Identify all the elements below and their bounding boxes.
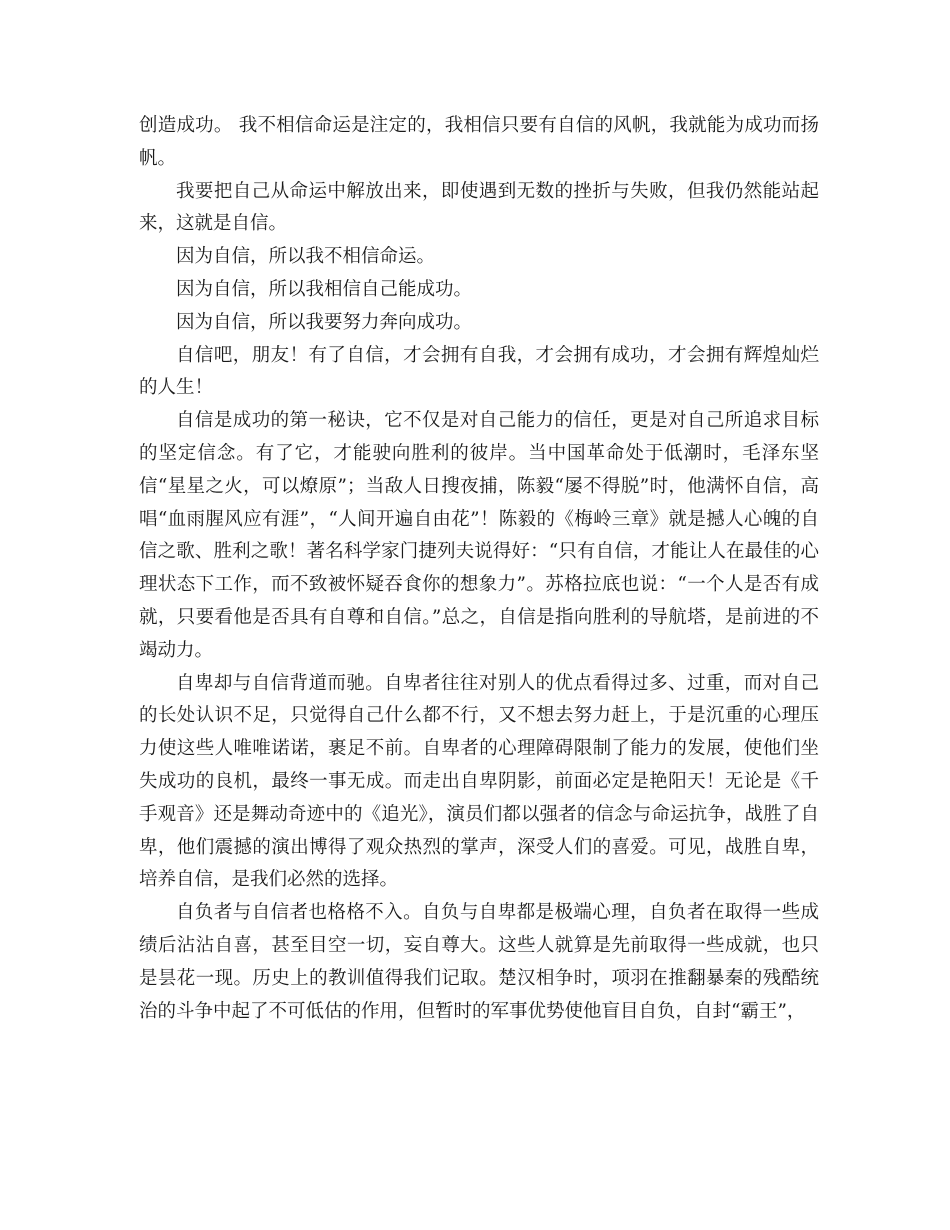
paragraph-4: 因为自信，所以我相信自己能成功。 [176, 278, 473, 300]
paragraph-6: 自信吧，朋友！有了自信，才会拥有自我，才会拥有成功，才会拥有辉煌灿烂的人生！ [139, 344, 819, 399]
paragraph-1: 创造成功。 我不相信命运是注定的，我相信只要有自信的风帆，我就能为成功而扬帆。 [139, 115, 819, 169]
document-body [139, 110, 819, 1028]
paragraph-5: 因为自信，所以我要努力奔向成功。 [176, 311, 473, 333]
paragraph-8: 自卑却与自信背道而驰。自卑者往往对别人的优点看得过多、过重，而对自己的长处认识不足，只觉得自己什么都不行，又不想去努力赶上，于是沉重的心理压力使这些人唯唯诺诺，裹足不前。自卑者的心理障碍限制了能力的发展，使他们坐失成功的良机，最终一事无成。而走出自卑阴影，前面必定是艳阳天！无论是《千手观音》还是舞动奇迹中的《追光》，演员们都以强者的信念与命运抗争，战胜了自卑，他们震撼的演出博得了观众热烈的掌声，深受人们的喜爱。可见，战胜自卑，培养自信，是我们必然的选择。 [139, 672, 819, 891]
paragraph-9: 自负者与自信者也格格不入。自负与自卑都是极端心理，自负者在取得一些成绩后沾沾自喜，甚至目空一切，妄自尊大。这些人就算是先前取得一些成就，也只是昙花一现。历史上的教训值得我们记取。楚汉相争时，项羽在推翻暴秦的残酷统治的斗争中起了不可低估的作用，但暂时的军事优势使他盲目自负，自封“霸王”， [139, 902, 819, 1022]
paragraph-3: 因为自信，所以我不相信命运。 [176, 246, 436, 268]
paragraph-2: 我要把自己从命运中解放出来，即使遇到无数的挫折与失败，但我仍然能站起来，这就是自信。 [139, 180, 819, 235]
paragraph-7: 自信是成功的第一秘诀，它不仅是对自己能力的信任，更是对自己所追求目标的坚定信念。有了它，才能驶向胜利的彼岸。当中国革命处于低潮时，毛泽东坚信“星星之火，可以燎原”；当敌人日搜夜捕，陈毅“屡不得脱”时，他满怀自信，高唱“血雨腥风应有涯”，“人间开遍自由花”！陈毅的《梅岭三章》就是撼人心魄的自信之歌、胜利之歌！著名科学家门捷列夫说得好：“只有自信，才能让人在最佳的心理状态下工作，而不致被怀疑吞食你的想象力”。苏格拉底也说：“一个人是否有成就，只要看他是否具有自尊和自信。”总之，自信是指向胜利的导航塔，是前进的不竭动力。 [139, 410, 819, 661]
